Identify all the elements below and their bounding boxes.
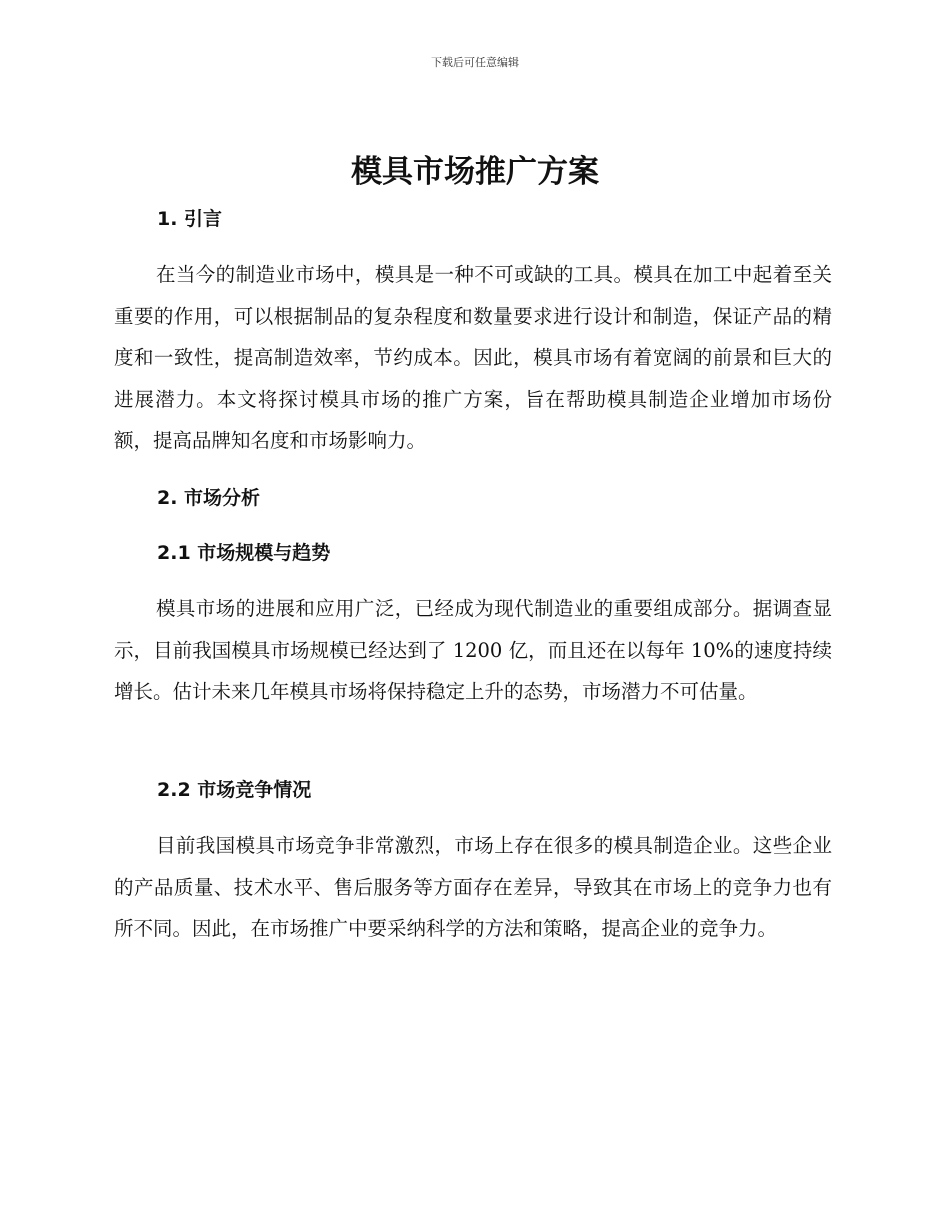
section-heading-intro: 1. 引言 [157,208,223,230]
paragraph-intro: 在当今的制造业市场中，模具是一种不可或缺的工具。模具在加工中起着至关重要的作用，可以根据制品的复杂程度和数量要求进行设计和制造，保证产品的精度和一致性，提高制造效率，节约成本。因此，模具市场有着宽阔的前景和巨大的进展潜力。本文将探讨模具市场的推广方案，旨在帮助模具制造企业增加市场份额，提高品牌知名度和市场影响力。 [114,263,832,452]
paragraph-competition: 目前我国模具市场竞争非常激烈，市场上存在很多的模具制造企业。这些企业的产品质量、技术水平、售后服务等方面存在差异，导致其在市场上的竞争力也有所不同。因此，在市场推广中要采纳科学的方法和策略，提高企业的竞争力。 [114,834,832,940]
paragraph-market-scale: 模具市场的进展和应用广泛，已经成为现代制造业的重要组成部分。据调查显示，目前我国模具市场规模已经达到了 1200 亿，而且还在以每年 10%的速度持续增长。估计未来几年模具市场将保持稳定上升的态势，市场潜力不可估量。 [114,597,832,703]
subsection-heading-competition: 2.2 市场竞争情况 [157,779,312,801]
section-heading-market-analysis: 2. 市场分析 [157,487,261,509]
document-title: 模具市场推广方案 [351,154,599,190]
subsection-heading-market-scale: 2.1 市场规模与趋势 [157,542,331,564]
page-header-note: 下载后可任意编辑 [431,56,519,69]
